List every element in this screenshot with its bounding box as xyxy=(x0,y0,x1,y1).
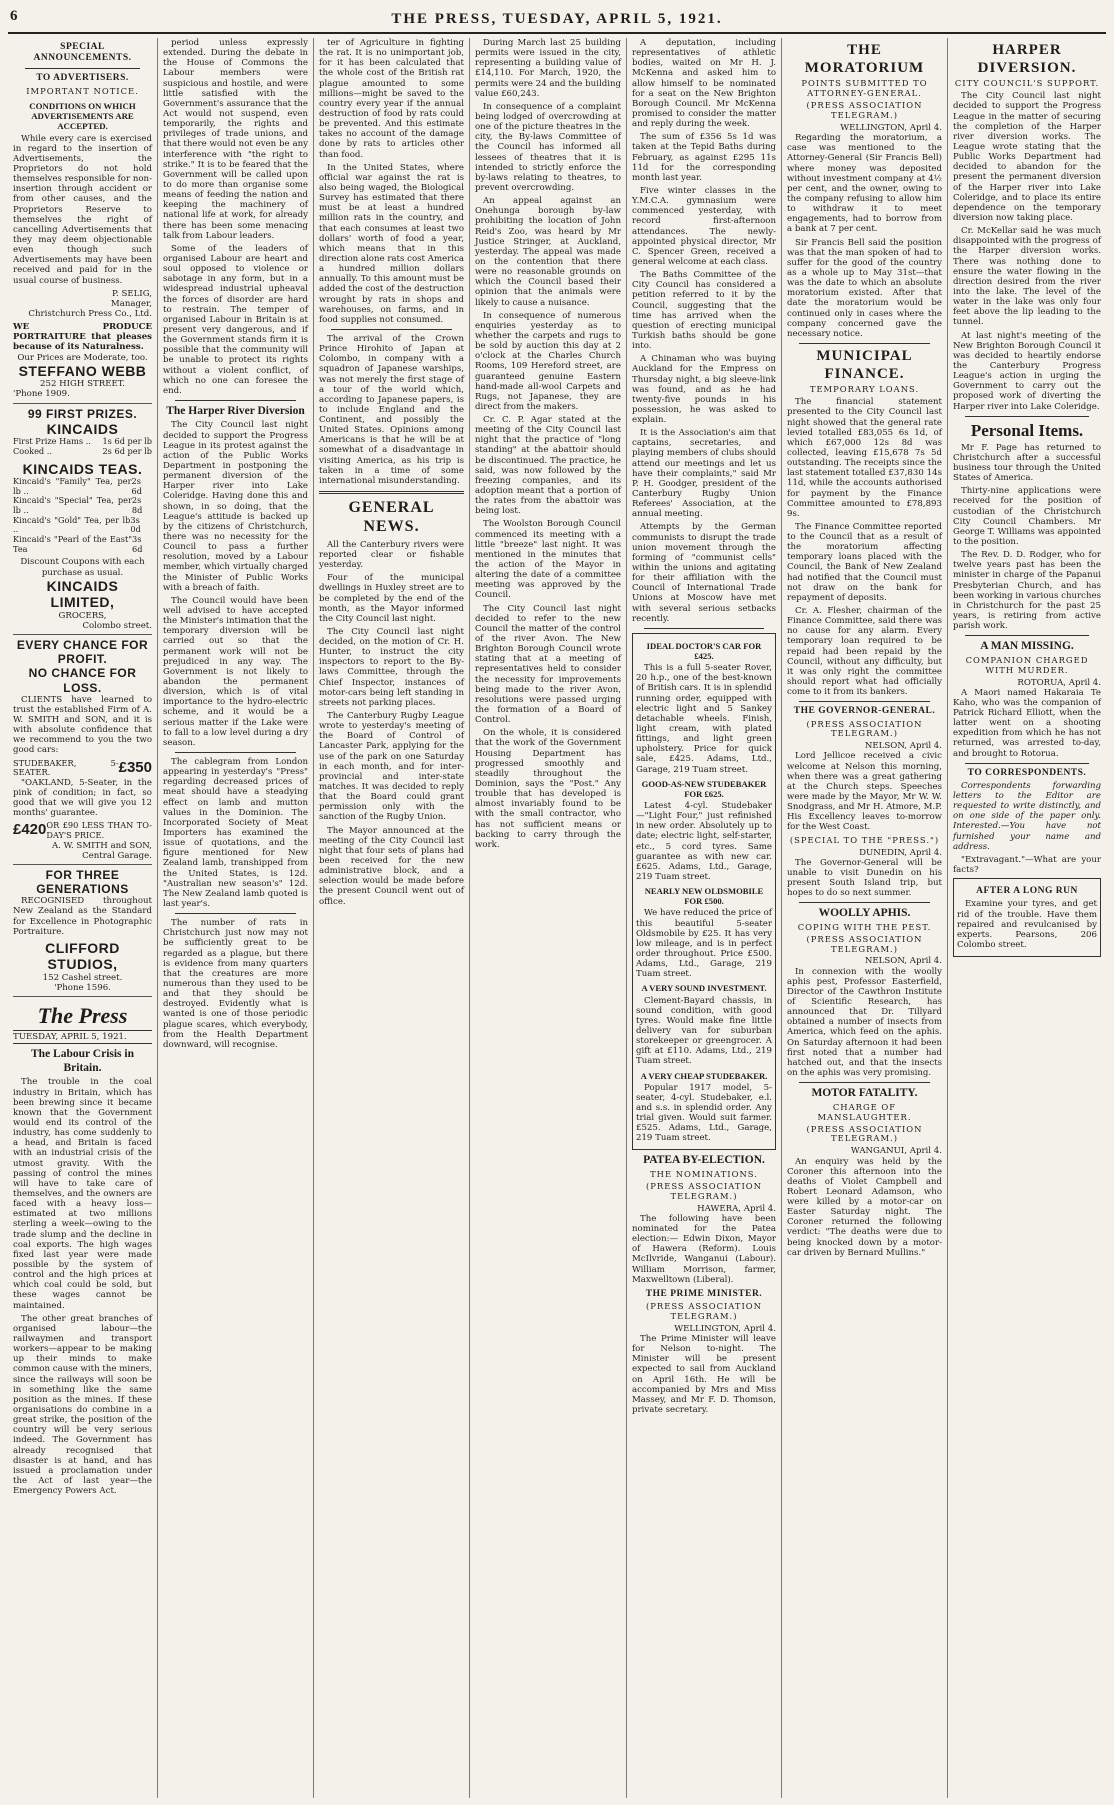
harper-diversion-p1: The City Council last night decided to support the Progress League in the matter of securing the completion of the Harper river diversion works. The League wrote stating that the Public Works Department had decided to abandon for the present the permanent diversion of the Harper river into Lake Coleridge, and to place its entire dependence on the temporary diversion now taking place. xyxy=(953,91,1101,223)
generations-text: RECOGNISED throughout New Zealand as the Standard for Excellence in Photographic Portraiture. xyxy=(13,896,152,937)
general-news-item: On the whole, it is considered that the work of the Government Housing Department has progressed smoothly and steadily throughout the Dominion, says the "Post." Any trouble that has developed is almost invariably found to be with the small contractor, who has not sufficient means or backing to carry through the work. xyxy=(475,728,621,850)
man-missing-heading: A MAN MISSING. xyxy=(980,640,1074,653)
divider xyxy=(175,752,296,753)
gg-dateline: NELSON, April 4. xyxy=(864,741,942,752)
divider xyxy=(331,329,452,330)
press-association-tag: (PRESS ASSOCIATION TELEGRAM.) xyxy=(806,933,923,954)
special-tag: (SPECIAL TO THE "PRESS.") xyxy=(789,834,940,845)
general-news-item: The City Council last night decided, on the motion of Cr. H. Hunter, to instruct the city inspectors to report to the By-laws Committee, through the Chief Inspector, instances of motor-cars being left standing in streets not parking places. xyxy=(319,626,464,708)
moratorium-sub: POINTS SUBMITTED TO ATTORNEY-GENERAL. xyxy=(801,78,928,99)
double-rule xyxy=(319,491,464,494)
column-5 xyxy=(627,38,782,1798)
studebaker-ad-heading: GOOD-AS-NEW STUDEBAKER FOR £625. xyxy=(641,778,767,799)
ham-row: Cooked .. 2s 6d per lb xyxy=(13,445,152,456)
personal-items-heading: Personal Items. xyxy=(970,420,1084,440)
tea-row: Kincaid's "Special" Tea, per lb .. 2s 8d xyxy=(13,495,143,516)
column-3 xyxy=(314,38,470,1798)
divider xyxy=(175,400,296,401)
patea-dateline: HAWERA, April 4. xyxy=(697,1203,776,1214)
portrait-ad xyxy=(13,319,152,403)
moratorium-dateline: WELLINGTON, April 4. xyxy=(840,123,942,133)
special-announcements-heading: SPECIAL ANNOUNCEMENTS. xyxy=(33,42,132,64)
clifford-address: 152 Cashel street. xyxy=(42,972,123,983)
divider xyxy=(799,1082,930,1083)
conditions-text: While every care is exercised in regard to the insertion of Advertisements, the Proprietors do not hold themselves responsible for non-insertion through accident or from other causes, and the Proprietors Reserve to themselves the right of cancelling Advertisements that they may deem objectionable even though such Advertisements may have been received and paid for in the usual course of business. xyxy=(13,133,152,286)
divider xyxy=(175,913,296,914)
rats-continued: ter of Agriculture in fighting the rat. It is no unimportant job, for it has been calculated that the whole cost of the British rat plague amounted to some millions—might be saved to the country every year if the annual destruction of food by rats could be prevented. And this estimate takes no account of the damage done by rats to articles other than food. xyxy=(319,38,464,160)
patea-sub: THE NOMINATIONS. xyxy=(650,1169,758,1180)
labour-crisis-heading: The Labour Crisis in Britain. xyxy=(31,1048,134,1074)
man-missing-text: A Maori named Hakaraia Te Kaho, who was the companion of Patrick Richard Elliott, when the latter went on a shooting expedition from which he has not returned, was arrested to-day, and brought to Rotorua. xyxy=(953,687,1101,759)
kincaids-limited: KINCAIDS LIMITED, xyxy=(46,577,119,611)
press-banner: The Press xyxy=(37,1003,128,1029)
prizes-heading: 99 FIRST PRIZES. xyxy=(27,406,138,421)
press-association-tag: (PRESS ASSOCIATION TELEGRAM.) xyxy=(806,718,923,739)
clients-text: CLIENTS have learned to trust the established Firm of A. W. SMITH and SON, and it is with absolute confidence that we recommend to you the two good cars: xyxy=(13,694,152,756)
governor-general-heading: THE GOVERNOR-GENERAL. xyxy=(793,706,936,717)
long-run-heading: AFTER A LONG RUN xyxy=(976,886,1078,897)
general-news-item: The sum of £356 5s 1d was taken at the Tepid Baths during February, as against £295 11s 11d for the corresponding month last year. xyxy=(632,132,776,183)
conditions-heading: CONDITIONS ON WHICH ADVERTISEMENTS ARE ACCEPTED. xyxy=(29,100,136,132)
municipal-finance-sub: TEMPORARY LOANS. xyxy=(809,384,920,395)
gg-dateline-2: DUNEDIN, April 4. xyxy=(859,847,942,858)
generations-heading: FOR THREE GENERATIONS xyxy=(36,868,129,897)
patea-text: The following have been nominated for the Patea election:— Edwin Dixon, Mayor of Hawera (Reform). Louis McIlvride, Wanganui (Labour). William Morrison, farmer, Maxwelltown (Liberal). xyxy=(632,1213,776,1285)
aphis-dateline: NELSON, April 4. xyxy=(864,956,942,967)
divider xyxy=(965,635,1089,636)
moratorium-p1: Regarding the moratorium, a case was mentioned to the Attorney-General (Sir Francis Bell) where money was deposited without investment company at 4½ per cent, and the owner, owing to the company refusing to allow him to withdraw it to meet engagements, had to borrow from a bank at 7 per cent. xyxy=(787,133,942,235)
studebaker-row: STUDEBAKER, 5-SEATER. £350 xyxy=(13,757,152,778)
oakland-price-row: £420 OR £90 LESS THAN TO-DAY'S PRICE. xyxy=(13,820,152,841)
press-association-tag: (PRESS ASSOCIATION TELEGRAM.) xyxy=(806,100,923,121)
press-association-tag: (PRESS ASSOCIATION TELEGRAM.) xyxy=(646,1180,762,1201)
doctor-car-heading: IDEAL DOCTOR'S CAR FOR £425. xyxy=(646,640,762,662)
general-news-item: In consequence of numerous enquiries yesterday as to whether the carpets and rugs to be sold by auction this day at 2 o'clock at the Charles Church Rooms, 109 Hereford street, are guaranteed genuine Eastern hand-made all-wool Carpets and Rugs, not Japanese, they are direct from the makers. xyxy=(475,310,621,412)
press-association-tag: (PRESS ASSOCIATION TELEGRAM.) xyxy=(646,1301,762,1321)
municipal-p3: Cr. A. Flesher, chairman of the Finance Committee, said there was no cause for any alarm. Every temporary loan required to be repaid had been repaid by the Council, without any difficulty, but it was only right the committee should report what had officially come to it from its bankers. xyxy=(787,606,942,698)
studebaker-ad-text: Latest 4-cyl. Studebaker—"Light Four," just refinished in new order. Absolutely up to date; electric light, self-starter, etc., 5 cord tyres. Same guarantee as with new car. £625. Adams, Ltd., Garage, 219 Tuam street. xyxy=(636,800,772,882)
meat-prices-paragraph: The cablegram from London appearing in yesterday's "Press" regarding decreased prices of meat should have a steadying effect on lamb and mutton values in the Dominion. The Incorporated Society of Meat Importers has examined the issue of quotations, and the figure mentioned for New Zealand lamb, transhipped from the United States, is 12d. "Australian new season's" 12d. The New Zealand lamb quoted is last year's. xyxy=(163,756,308,909)
kincaids-grocers: GROCERS, xyxy=(58,610,107,621)
general-news-item: The Mayor announced at the meeting of the City Council last night that four sets of plans had been received for the new administrative block, and a selection would be made before the present Council went out of office. xyxy=(319,825,464,907)
general-news-item: In consequence of a complaint being lodged of overcrowding at one of the picture theatres in the city, the By-laws Committee of the Council has informed all lessees of theatres that it is intended to strictly enforce the by-laws relating to theatres, to prevent overcrowding. xyxy=(475,101,621,193)
long-run-ad xyxy=(953,878,1101,957)
steffano-phone: 'Phone 1909. xyxy=(13,389,70,400)
column-4 xyxy=(470,38,627,1798)
general-news-item: An appeal against an Onehunga borough by-law prohibiting the location of John Reid's Zoo, was heard by Mr Justice Stringer, at Auckland, yesterday. The appeal was made on the contention that there were no reasonable grounds on which the Council based their opinion that the animals were likely to cause a nuisance. xyxy=(475,196,621,308)
tea-row: Kincaid's "Family" Tea, per lb .. 2s 6d xyxy=(13,476,142,496)
kincaids-address: Colombo street. xyxy=(82,620,152,631)
portrait-ad-sub: Our Prices are Moderate, too. xyxy=(17,352,148,363)
labour-crisis-p1: The trouble in the coal industry in Britain, which has been brewing since it became known that the Government would end its control of the industry, has come suddenly to a head, and Britain is faced with an industrial crisis of the utmost gravity. With the passing of control the mines will have to take care of themselves, and the owners are faced with a heavy loss—estimated at two millions sterling a week—owing to the trade slump and the decline in coal exports. The high wages fixed last year were made possible by the system of control and the high prices at which coal could be sold, but these wages cannot be maintained. xyxy=(13,1077,152,1311)
page-number: 6 xyxy=(10,8,18,24)
gg-text: Lord Jellicoe received a civic welcome at Nelson this morning, when there was a great gathering at the Church steps. Speeches were made by the Mayor, Mr W. W. Snodgrass, and Mr H. Atmore, M.P. His Excellency leaves to-morrow for the West Coast. xyxy=(787,751,942,833)
pm-dateline: WELLINGTON, April 4. xyxy=(674,1323,776,1334)
smith-address: Central Garage. xyxy=(82,850,152,861)
divider xyxy=(965,416,1089,417)
fatality-text: An enquiry was held by the Coroner this afternoon into the deaths of Violet Campbell and Robert Leonard Adamson, who were killed by a motor-car on Easter Saturday night. The Coroner returned the following verdict: "The deaths were due to being knocked down by a motor-car driven by Bernard Mullins." xyxy=(787,1156,942,1258)
man-missing-sub: COMPANION CHARGED WITH MURDER. xyxy=(965,654,1089,675)
oakland-text: "OAKLAND, 5-Seater, in the pink of condition; in fact, so good that we will give you 12 months' guarantee. xyxy=(13,777,152,819)
municipal-finance-heading: MUNICIPAL FINANCE. xyxy=(816,347,913,382)
profit-heading: EVERY CHANCE FOR PROFIT. xyxy=(16,638,149,667)
extravagant-reply: "Extravagant."—What are your facts? xyxy=(953,854,1101,876)
tea-row: Kincaid's "Gold" Tea, per lb .. 3s 0d xyxy=(13,514,141,535)
column-7 xyxy=(948,38,1106,1798)
rats-us-paragraph: In the United States, where official war against the rat is also being waged, the Biological Survey has estimated that there must be at least a hundred million rats in the country, and that each consumes at least two dollars' worth of food a year, which means that in this direction alone rats cost America a hundred million dollars annually. To this amount must be added the cost of the destruction wrought by rats in shops and warehouses, on farms, and in food supplies not consumed. xyxy=(319,162,464,325)
municipal-p2: The Finance Committee reported to the Council that as a result of the moratorium affecting temporary loans placed with the Council, the Bank of New Zealand had notified that the Council must not draw on the bank for repayment of deposits. xyxy=(787,521,942,603)
column-2 xyxy=(158,38,314,1798)
harper-diversion-p3: At last night's meeting of the New Brighton Borough Council it was decided to heartily endorse the Canterbury Progress League's action in urging the Government to carry out the proposed work of diverting the Harper river into Lake Coleridge. xyxy=(953,330,1101,412)
harper-diversion-sub: CITY COUNCIL'S SUPPORT. xyxy=(954,78,1100,89)
general-news-item: The Canterbury Rugby League wrote to yesterday's meeting of the Board of Control of Lancaster Park, applying for the use of the park on one Saturday in each month, and for inter-provincial and inter-state matches. It was decided to reply that the Board could grant permission only with the sanction of the Rugby Union. xyxy=(319,711,464,823)
harper-river-p1: The City Council last night decided to support the Progress League in its protest against the action of the Public Works Department in postponing the permanent diversion of the Harper river into Lake Coleridge. Having done this and shown, in so doing, that the League's attitude is backed up by the citizens of Christchurch, there was no necessity for the Council to pass a further resolution, moved by a Labour member, which virtually charged the Minister of Public Works with a breach of faith. xyxy=(163,420,308,593)
general-news-item: The Baths Committee of the City Council has considered a petition referred to it by the Council, suggesting that the time has arrived when the question of erecting municipal Turkish baths should be gone into. xyxy=(632,270,776,352)
tea-row: Kincaid's "Pearl of the East" Tea 3s 6d xyxy=(13,534,143,554)
general-news-item: A deputation, including representatives of athletic bodies, waited on Mr H. J. McKenna and asked him to allow himself to be nominated for a seat on the New Brighton Borough Council. Mr McKenna promised to consider the matter and reply during the week. xyxy=(632,38,776,130)
aphis-text: In connexion with the woolly aphis pest, Professor Easterfield, Director of the Cawthron Institute of Scientific Research, has announced that Dr. Tillyard obtained a number of insects from America, which feed on the aphis. On Saturday afternoon it had been first noted that a number had hatched out, and that the insects on the aphis was very promising. xyxy=(787,966,942,1079)
oldsmobile-ad-text: We have reduced the price of this beautiful 5-seater Oldsmobile by £25. It has very low mileage, and is in perfect order throughout. Price £500. Adams, Ltd., Garage, 219 Tuam street. xyxy=(636,908,772,980)
column-6 xyxy=(782,38,948,1798)
portrait-ad-heading: WE PRODUCE PORTRAITURE that pleases because of its Naturalness. xyxy=(13,322,152,353)
harper-diversion-heading: HARPER DIVERSION. xyxy=(977,42,1077,76)
columns xyxy=(8,38,1106,1798)
discount-text: Discount Coupons with each purchase as usual. xyxy=(20,557,145,578)
harper-diversion-p2: Cr. McKellar said he was much disappointed with the progress of the Harper diversion works. There was nothing done to ensure the water flowing in the direction desired from the river into the lake. The level of the water in the lake was only four feet above the lip leading to the tunnel. xyxy=(953,226,1101,328)
general-news-item: All the Canterbury rivers were reported clear or fishable yesterday. xyxy=(319,539,464,571)
cheap-studebaker-text: Popular 1917 model, 5-seater, 4-cyl. Studebaker, e.l. and s.s. in splendid order. Any trial given. Would suit farmer. £525. Adams, Ltd., Garage, 219 Tuam street. xyxy=(636,1082,772,1144)
cheap-studebaker-heading: A VERY CHEAP STUDEBAKER. xyxy=(640,1070,768,1081)
crown-prince-paragraph: The arrival of the Crown Prince Hirohito of Japan at Colombo, in company with a squadron of Japanese warships, was not merely the first stage of a tour of the world which, according to Japanese papers, is to include England and the Continent, and possibly the United States. Opinions among Americans is that he will be at somewhat of a disadvantage in visiting America, as his trip is taken in a time of some international misunderstanding. xyxy=(319,333,464,486)
general-news-item: The City Council last night decided to refer to the new Council the matter of the control of the river Avon. The New Brighton Borough Council wrote stating that at a meeting of representatives held to consider the necessity for improvements being made to the river Avon, resolutions were passed urging the formation of a Board of Control. xyxy=(475,603,621,726)
patea-heading: PATEA BY-ELECTION. xyxy=(643,1154,765,1167)
personal-item: Mr F. Page has returned to Christchurch after a successful business tour through the United States of America. xyxy=(953,442,1101,484)
moratorium-p2: Sir Francis Bell said the position was that the man spoken of had to suffer for the good of the country as a whole up to May 31st—that was the date to which an absolute moratorium existed. After that date the moratorium would be continued only in cases where the company concerned gave the necessary notice. xyxy=(787,237,942,339)
smith-car-ad xyxy=(13,635,152,865)
oldsmobile-ad-heading: NEARLY NEW OLDSMOBILE FOR £500. xyxy=(644,886,764,907)
clifford-phone: 'Phone 1596. xyxy=(54,983,111,994)
man-missing-dateline: ROTORUA, April 4. xyxy=(1017,677,1101,688)
no-loss-heading: NO CHANCE FOR LOSS. xyxy=(28,666,137,695)
divider xyxy=(799,701,930,702)
investment-ad-heading: A VERY SOUND INVESTMENT. xyxy=(641,983,767,994)
important-notice: IMPORTANT NOTICE. xyxy=(26,85,139,96)
general-news-item: Four of the municipal dwellings in Huxley street are to be completed by the end of the month, as the Mayor informed the City Council last night. xyxy=(319,573,464,624)
doctor-car-text: This is a full 5-seater Rover, 20 h.p., one of the best-known of British cars. It is in splendid running order, equipped with electric light and 5 Sankey detachable wheels. Finish, light cream, with plated fittings, and light green upholstery. Price for quick sale, £425. Adams, Ltd., Garage, 219 Tuam street. xyxy=(636,663,772,775)
steffano-name: STEFFANO WEBB xyxy=(18,362,147,379)
divider xyxy=(799,902,930,903)
correspondents-heading: TO CORRESPONDENTS. xyxy=(967,767,1087,778)
ham-row: First Prize Hams .. 1s 6d per lb xyxy=(13,436,152,447)
smith-firm: A. W. SMITH and SON, xyxy=(51,840,152,851)
labour-crisis-p4: Some of the leaders of organised Labour are heart and soul opposed to violence or sabotage in any form, but in a widespread industrial upheaval the forces of disorder are hard to restrain. The temper of organised Labour in Britain is at present very dangerous, and if the Government stands firm it is possible that the community will be unable to protect its rights without a violent conflict, of which no one can foresee the end. xyxy=(163,243,308,396)
kincaids-ad xyxy=(13,404,152,636)
divider xyxy=(644,628,764,629)
prime-minister-heading: THE PRIME MINISTER. xyxy=(645,1288,763,1299)
advertisers-heading: TO ADVERTISERS. xyxy=(36,73,129,84)
harper-river-p2: The Council would have been well advised to have accepted the Minister's intimation that the temporary diversion will be carried out so that the permanent work will not be prejudiced in any way. The Government is not likely to abandon the permanent diversion, which is of vital importance to the hydro-electric scheme, and it would be a serious matter if the Lake were to fall to a low level during a dry season. xyxy=(163,595,308,748)
gg-text-2: The Governor-General will be unable to visit Dunedin on his present South Island trip, but hopes to do so next summer. xyxy=(787,857,942,899)
general-news-item: A Chinaman who was buying Auckland for the Empress on Thursday night, a big sleeve-link was found, and as he had twenty-five pounds in his possession, he was asked to explain. xyxy=(632,354,776,426)
correspondents-text: Correspondents forwarding letters to the Editor are requested to write distinctly, and on one side of the paper only. Interested.—You have not furnished your name and address. xyxy=(953,780,1101,852)
general-news-item: Five winter classes in the Y.M.C.A. gymnasium were commenced yesterday, with record first-afternoon attendances. The newly-appointed physical director, Mr C. Spencer Green, received a general welcome at each class. xyxy=(632,185,776,267)
steffano-address: 252 HIGH STREET. xyxy=(40,379,125,390)
general-news-item: During March last 25 building permits were issued in the city, representing a building value of £14,110. For March, 1920, the permits were 24 and the building value £60,243. xyxy=(475,38,621,99)
general-news-item: The Woolston Borough Council commenced its meeting with a little "breeze" last night. It was mentioned in the minutes that the action of the Mayor in altering the date of a committee meeting was approved by the Council. xyxy=(475,519,621,601)
clifford-name: CLIFFORD STUDIOS, xyxy=(45,939,120,973)
labour-crisis-p2: The other great branches of organised labour—the railwaymen and transport workers—appear to be making up their minds to make common cause with the miners, since the railways will soon be in something like the same position as the mines. If these organisations do combine in a great strike, the position of the country will be very serious indeed. The Government has already recognised that disaster is at hand, and has issued a proclamation under the Act of last year—the Emergency Powers Act. xyxy=(13,1313,152,1497)
general-news-item: Attempts by the German communists to disrupt the trade union movement through the forming of "communist cells" within the unions and agitating for their affiliation with the Council of International Trade Unions at Moscow have met with several serious setbacks recently. xyxy=(632,522,776,624)
general-news-item: Cr. C. P. Agar stated at the meeting of the City Council last night that the practice of "long standing" at the abattoir should be discontinued. The practice, he said, was now followed by the freezing companies, and its adoption meant that a portion of the rates from the abattoir was being lost. xyxy=(475,415,621,517)
woolly-aphis-heading: WOOLLY APHIS. xyxy=(818,907,911,920)
harper-river-heading: The Harper River Diversion xyxy=(166,404,305,417)
labour-crisis-p3: period unless expressly extended. During the debate in the House of Commons the Labour members were suspicious and hostile, and were little satisfied with the Government's assurance that the Act would not suspend, even temporarily, the rights and privileges of trade unions, and that there would not even be any interference with "the right to strike." It is to be feared that the Government will be called upon to do more than organise some means of feeding the nation and keeping the machinery of national life at work, for already there has been some menacing talk from Labour leaders. xyxy=(163,38,308,241)
signature-title: Manager, xyxy=(110,298,152,309)
municipal-p1: The financial statement presented to the City Council last night showed that the general rate levied totalled £83,055 6s 1d, of which £67,000 12s 8d was collected, leaving £15,678 7s 5d outstanding. The receipts since the last statement totalled £37,830 14s 11d, while the accounts authorised for payment by the Finance Committee amounted to £78,893 9s. xyxy=(787,397,942,519)
divider xyxy=(25,68,140,69)
column-1 xyxy=(8,38,158,1798)
editorial-dateline: TUESDAY, APRIL 5, 1921. xyxy=(13,1030,152,1044)
fatality-dateline: WANGANUI, April 4. xyxy=(850,1146,942,1157)
masthead-title: THE PRESS, TUESDAY, APRIL 5, 1921. xyxy=(391,10,723,27)
long-run-text: Examine your tyres, and get rid of the trouble. Have them repaired and revulcanised by experts. Pearsons, 206 Colombo street. xyxy=(957,899,1097,950)
press-association-tag: (PRESS ASSOCIATION TELEGRAM.) xyxy=(806,1123,923,1144)
adams-ads xyxy=(632,633,776,1151)
rats-paragraph: The number of rats in Christchurch just now may not be sufficiently great to be regarded as a plague, but there is evidence from many quarters that the creatures are more numerous than they used to be and that they should be destroyed. Evidently what is wanted is one of those periodic plague scares, which everybody, from the Health Department downward, will recognise. xyxy=(163,918,308,1050)
signature-address: Christchurch Press Co., Ltd. xyxy=(28,309,152,320)
general-news-item: It is the Association's aim that captains, secretaries, and playing members of clubs should attend our meetings and let us have their complaints," said Mr P. H. Goodger, president of the Canterbury Rugby Union Referees' Association, at the annual meeting. xyxy=(632,428,776,520)
teas-heading: KINCAIDS TEAS. xyxy=(22,460,143,477)
kincaids-heading: KINCAIDS xyxy=(46,420,119,437)
personal-item: The Rev. D. D. Rodger, who for twelve years past has been the minister in charge of the Papanui Presbyterian Church, and has been working in various churches in Christchurch for the past 25 years, is retiring from active parish work. xyxy=(953,550,1101,632)
investment-ad-text: Clement-Bayard chassis, in sound condition, with good tyres. Would make fine little delivery van for suburban storekeeper or greengrocer. A gift at £110. Adams, Ltd., 219 Tuam street. xyxy=(636,995,772,1067)
moratorium-heading: THE MORATORIUM xyxy=(804,42,925,76)
clifford-ad xyxy=(13,865,152,997)
motor-fatality-heading: MOTOR FATALITY. xyxy=(811,1087,918,1100)
personal-item: Thirty-nine applications were received for the position of custodian of the Christchurch City Council Chambers. Mr George T. Williams was appointed to the position. xyxy=(953,486,1101,547)
motor-fatality-sub: CHARGE OF MANSLAUGHTER. xyxy=(817,1101,912,1122)
woolly-aphis-sub: COPING WITH THE PEST. xyxy=(797,921,932,932)
general-news-heading: GENERAL NEWS. xyxy=(348,499,435,535)
divider xyxy=(965,763,1089,764)
divider xyxy=(799,343,930,344)
signature-name: P. SELIG, xyxy=(111,288,152,299)
masthead xyxy=(8,6,1106,34)
pm-text: The Prime Minister will leave for Nelson to-night. The Minister will be present expected to sail from Auckland on April 16th. He will be accompanied by Mrs and Miss Massey, and Mr F. D. Thomson, private secretary. xyxy=(632,1334,776,1416)
